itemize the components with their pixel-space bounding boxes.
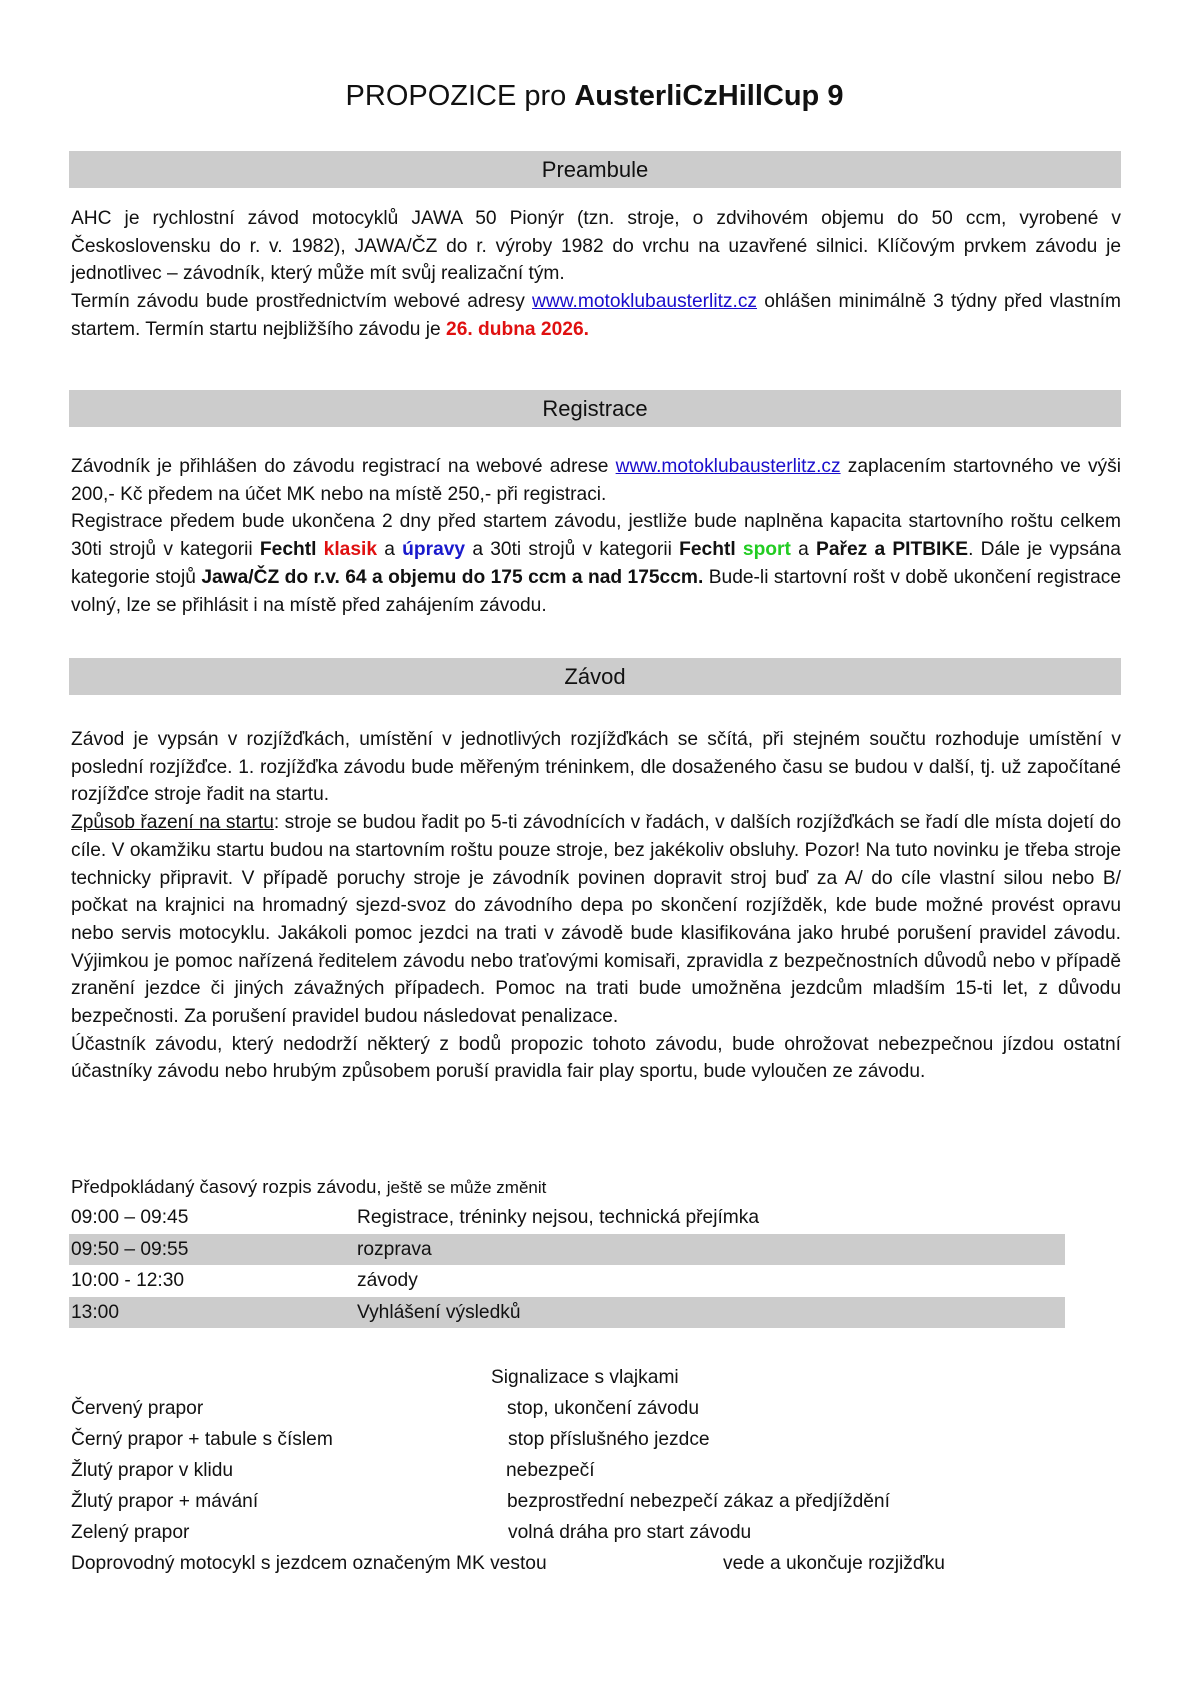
title-prefix: PROPOZICE pro (345, 80, 575, 112)
flag-name: Žlutý prapor + mávání (71, 1491, 259, 1512)
schedule-activity: rozprava (357, 1238, 432, 1260)
document-title (0, 76, 1189, 116)
registrace-paragraph-1 (71, 453, 1121, 508)
category-parez-pitbike: Pařez a PITBIKE (816, 539, 969, 561)
flag-name: Žlutý prapor v klidu (71, 1460, 234, 1481)
flag-meaning: vede a ukončuje rozjižďku (723, 1553, 945, 1574)
category-klasik: klasik (323, 539, 378, 561)
section-heading-zavod: Závod (69, 658, 1121, 695)
schedule-row (69, 1297, 1065, 1329)
text: a (790, 539, 817, 561)
category-jawa-cz: Jawa/ČZ do r.v. 64 a objemu do 175 ccm a nad 175ccm. (201, 566, 704, 588)
flag-row (71, 1517, 1121, 1548)
text: zaplacením startovného ve výši 200,- Kč předem na účet MK nebo na místě 250,- při registraci. (71, 456, 1121, 505)
flag-meaning: volná dráha pro start závodu (508, 1522, 752, 1543)
schedule-activity: závody (357, 1270, 418, 1291)
title-event-name: AusterliCzHillCup 9 (574, 80, 844, 112)
schedule-table (69, 1202, 1065, 1328)
schedule-row (69, 1234, 1065, 1266)
category-fechtl: Fechtl (259, 539, 317, 561)
flag-signals-heading: Signalizace s vlajkami (491, 1367, 679, 1388)
zavod-paragraph-2 (71, 809, 1121, 1031)
schedule-time: 10:00 - 12:30 (71, 1270, 185, 1291)
section-heading-registrace: Registrace (69, 390, 1121, 427)
text: . Dále je vypsána kategorie stojů (71, 539, 1121, 588)
flag-meaning: nebezpečí (506, 1460, 595, 1481)
flag-meaning: bezprostřední nebezpečí zákaz a předjíždění (507, 1491, 890, 1512)
website-link[interactable]: www.motoklubausterlitz.cz (615, 456, 841, 477)
preambule-text (71, 205, 1121, 344)
flag-row (71, 1548, 1121, 1579)
flag-name: Zelený prapor (71, 1522, 190, 1543)
zavod-paragraph-3: Účastník závodu, který nedodrží některý z bodů propozic tohoto závodu, bude ohrožovat nebezpečnou jízdou ostatní účastníky závodu nebo hrubým způsobem poruší pravidla fair play sportu, bude vyloučen ze závodu. (71, 1033, 1121, 1083)
race-date: 26. dubna 2026. (446, 318, 589, 340)
registrace-paragraph-2 (71, 508, 1121, 619)
schedule-activity: Registrace, tréninky nejsou, technická přejímka (357, 1207, 760, 1228)
flag-row (71, 1393, 1121, 1424)
schedule-time: 13:00 (71, 1301, 120, 1323)
flag-row (71, 1424, 1121, 1455)
website-link[interactable]: www.motoklubausterlitz.cz (532, 291, 758, 313)
preambule-paragraph-2 (71, 288, 1121, 343)
text: a (377, 539, 403, 561)
text: Předpokládaný časový rozpis závodu, (71, 1176, 387, 1197)
schedule-time: 09:00 – 09:45 (71, 1207, 189, 1228)
text: ještě se může změnit (386, 1178, 547, 1197)
text: Registrace předem bude ukončena 2 dny před startem závodu, jestliže bude naplněna kapacita startovního roštu celkem 30ti strojů v kategorii (71, 511, 1121, 561)
flag-name: Doprovodný motocykl s jezdcem označeným MK vestou (71, 1553, 547, 1574)
flag-row (71, 1455, 1121, 1486)
flag-name: Černý prapor + tabule s číslem (71, 1429, 333, 1450)
category-fechtl: Fechtl (679, 539, 736, 561)
schedule-row (69, 1265, 1065, 1297)
start-order-label: Způsob řazení na startu (71, 812, 274, 834)
schedule-activity: Vyhlášení výsledků (357, 1301, 521, 1323)
preambule-paragraph-1: AHC je rychlostní závod motocyklů JAWA 50 Pionýr (tzn. stroje, o zdvihovém objemu do 50 ccm, vyrobené v Československu do r. v. 1982), JAWA/ČZ do r. výroby 1982 do vrchu na uzavřené silnici. Klíčovým prvkem závodu je jednotlivec – závodník, který může mít svůj realizační tým. (71, 208, 1121, 285)
text: : stroje se budou řadit po 5-ti závodnících v řadách, v dalších rozjížďkách se řadí dle místa dojetí do cíle. V okamžiku startu budou na startovním roštu pouze stroje, bez jakékoliv obsluhy. Pozor! Na tuto novinku je třeba stroje technicky připravit. V případě poruchy stroje je závodník povinen dopravit stroj buď za A/ do cíle vlastní silou nebo B/ počkat na krajnici na hromadný sjezd-svoz do závodního depa po skončení rozjížděk, kde bude možné provést opravu nebo servis motocyklu. Jakákoli pomoc jezdci na trati v závodě bude klasifikována jako hrubé porušení pravidel závodu. Výjimkou je pomoc nařízená ředitelem závodu nebo traťovými komisaři, zpravidla z bezpečnostních důvodů nebo v případě zranění jezdce či jiných závažných případech. Pomoc na trati bude umožněna jezdcům mladším 15-ti let, z důvodu bezpečnosti. Za porušení pravidel budou následovat penalizace. (71, 812, 1121, 1028)
text: Závodník je přihlášen do závodu registrací na webové adrese (71, 456, 616, 477)
zavod-text (71, 726, 1121, 1086)
text: Termín závodu bude prostřednictvím webové adresy (71, 291, 533, 313)
category-upravy: úpravy (402, 539, 466, 561)
flag-meaning: stop, ukončení závodu (507, 1398, 700, 1419)
text: Bude-li startovní rošt v době ukončení registrace volný, lze se přihlásit i na místě před zahájením závodu. (71, 566, 1122, 616)
text: a 30ti strojů v kategorii (465, 539, 680, 561)
schedule-row (69, 1202, 1065, 1234)
section-heading-preambule: Preambule (69, 151, 1121, 188)
schedule-caption (71, 1174, 546, 1201)
flag-row (71, 1486, 1121, 1517)
zavod-paragraph-1: Závod je vypsán v rozjížďkách, umístění v jednotlivých rozjížďkách se sčítá, při stejném součtu rozhoduje umístění v poslední rozjížďce. 1. rozjížďka závodu bude měřeným tréninkem, dle dosaženého času se budou v další, tj. už započítané rozjížďce stroje řadit na startu. (71, 729, 1121, 806)
schedule-time: 09:50 – 09:55 (71, 1238, 189, 1260)
flag-meaning: stop příslušného jezdce (508, 1429, 710, 1450)
registrace-text (71, 453, 1121, 619)
category-sport: sport (742, 539, 791, 561)
flag-name: Červený prapor (71, 1398, 204, 1419)
text: ohlášen minimálně 3 týdny před vlastním startem. Termín startu nejbližšího závodu je (71, 291, 1122, 340)
